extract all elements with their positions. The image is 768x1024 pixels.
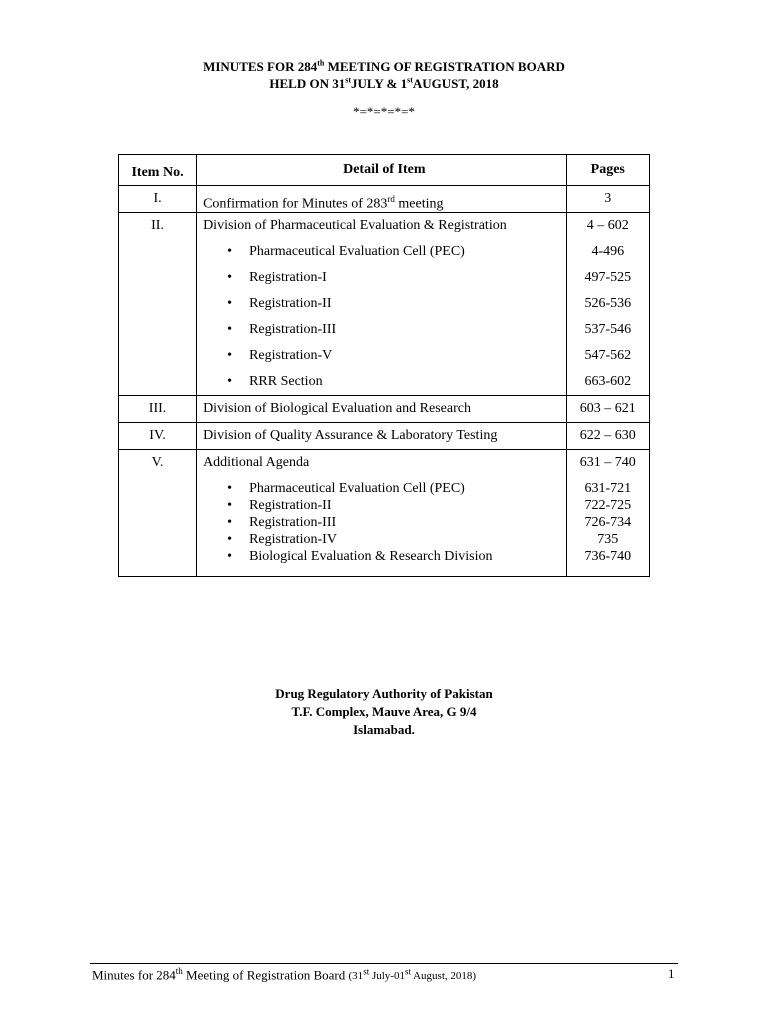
header-pages: Pages (566, 155, 649, 186)
footer-superscript: st (363, 966, 370, 977)
list-item: • Registration-IV (203, 531, 565, 548)
list-item: • Registration-V (203, 343, 565, 369)
table-row (119, 396, 650, 423)
footer-date-text: July-01 (369, 970, 405, 983)
list-item: • Pharmaceutical Evaluation Cell (PEC) (203, 239, 565, 265)
header-detail: Detail of Item (197, 155, 566, 186)
title-superscript: st (407, 75, 413, 85)
list-item: • Registration-III (203, 514, 565, 531)
title-superscript: st (345, 75, 351, 85)
footer-text (92, 966, 476, 983)
title-separator: *=*=*=*=* (353, 104, 415, 119)
item-number: III. (119, 396, 197, 423)
detail-text: Additional Agenda (203, 455, 310, 470)
item-detail (197, 450, 566, 577)
footer-date (348, 966, 477, 983)
item-detail (197, 186, 566, 213)
item-detail (197, 213, 566, 396)
footer-superscript: st (404, 966, 411, 977)
pages-value: 631 – 740 (579, 455, 636, 470)
item-pages (566, 213, 649, 396)
pages-value: 497-525 (584, 270, 632, 285)
detail-text: Confirmation for Minutes of 283 (203, 196, 388, 212)
address-city: Islamabad. (353, 722, 415, 737)
list-item: • Registration-II (203, 497, 565, 514)
list-item: • Registration-I (203, 265, 565, 291)
pages-value: 526-536 (584, 296, 632, 311)
pages-value: 537-546 (584, 322, 632, 337)
pages-value: 726-734 (584, 515, 632, 530)
list-item: • Pharmaceutical Evaluation Cell (PEC) (203, 480, 565, 497)
document-title-line-2 (0, 75, 768, 92)
pages-value: 4-496 (591, 244, 625, 259)
item-number: II. (119, 213, 197, 396)
pages-value: 547-562 (584, 348, 632, 363)
detail-superscript: rd (387, 194, 395, 204)
document-title-line-1 (0, 58, 768, 75)
detail-text: Division of Quality Assurance & Laboratory Testing (203, 428, 498, 443)
footer-superscript: th (175, 966, 183, 976)
detail-text: Division of Pharmaceutical Evaluation & Registration (203, 218, 507, 233)
table-row (119, 423, 650, 450)
list-item: • Registration-III (203, 317, 565, 343)
item-pages (566, 450, 649, 577)
item-pages (566, 396, 649, 423)
item-detail (197, 423, 566, 450)
title-text: HELD ON 31 (269, 76, 346, 91)
pages-value: 735 (597, 532, 619, 547)
list-item: • RRR Section (203, 369, 565, 395)
page-number: 1 (668, 966, 675, 981)
footer-divider (90, 963, 678, 964)
item-number: V. (119, 450, 197, 577)
title-superscript: th (317, 58, 325, 68)
title-text: MEETING OF REGISTRATION BOARD (324, 59, 565, 74)
detail-text: Division of Biological Evaluation and Research (203, 401, 471, 416)
table-row (119, 213, 650, 396)
footer-date-text: August, 2018) (410, 970, 477, 983)
pages-value: 603 – 621 (579, 401, 636, 416)
contents-table (118, 154, 650, 577)
detail-text: meeting (394, 196, 444, 212)
title-text: AUGUST, 2018 (412, 76, 499, 91)
item-pages (566, 423, 649, 450)
list-item: • Biological Evaluation & Research Division (203, 548, 565, 565)
item-number: I. (119, 186, 197, 213)
pages-value: 736-740 (584, 549, 632, 564)
pages-value: 631-721 (584, 481, 632, 496)
title-text: MINUTES FOR 284 (203, 59, 318, 74)
header-item-no: Item No. (119, 155, 197, 186)
pages-value: 722-725 (584, 498, 632, 513)
item-number: IV. (119, 423, 197, 450)
list-item: • Registration-II (203, 291, 565, 317)
table-row (119, 186, 650, 213)
footer-date-text: (31 (348, 970, 364, 983)
title-text: JULY & 1 (351, 76, 408, 91)
address-street: T.F. Complex, Mauve Area, G 9/4 (291, 704, 477, 719)
pages-value: 4 – 602 (586, 218, 629, 233)
address-organization: Drug Regulatory Authority of Pakistan (275, 686, 493, 701)
table-header-row (119, 155, 650, 186)
footer-title: Meeting of Registration Board (182, 967, 349, 983)
item-pages (566, 186, 649, 213)
item-detail (197, 396, 566, 423)
table-row (119, 450, 650, 577)
pages-value: 663-602 (584, 374, 632, 389)
pages-value: 3 (604, 191, 612, 206)
footer-title: Minutes for 284 (92, 967, 176, 983)
pages-value: 622 – 630 (579, 428, 636, 443)
